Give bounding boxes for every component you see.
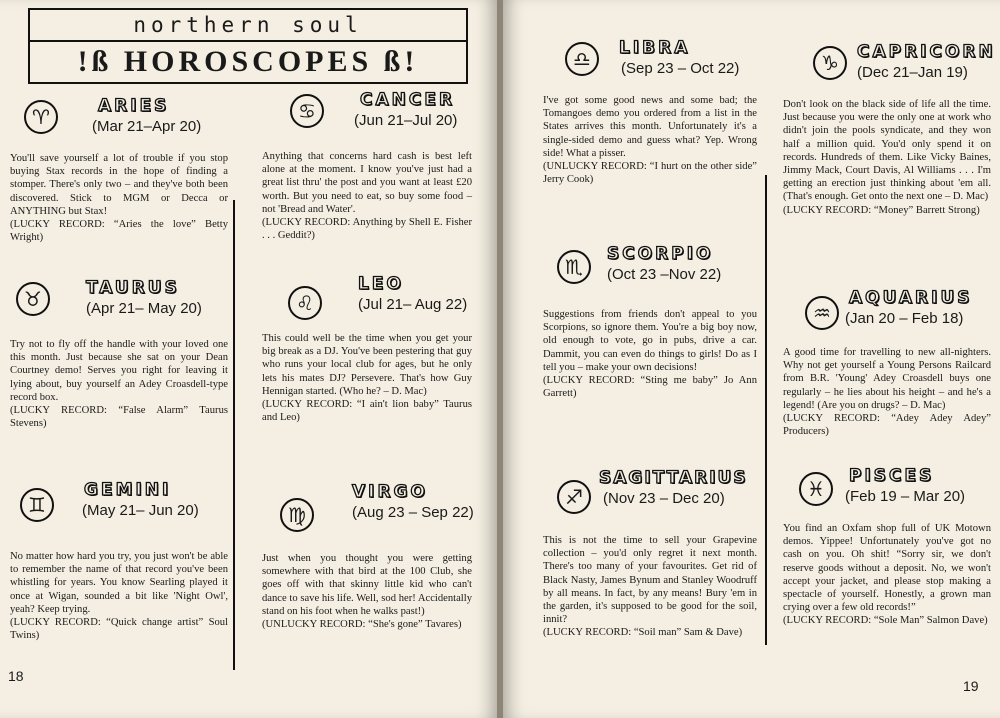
page-number: 19 <box>963 678 979 694</box>
sign-dates: (Aug 23 – Sep 22) <box>352 504 474 521</box>
sign-name: TAURUS <box>86 278 180 298</box>
horoscope-aries <box>10 98 228 268</box>
horoscope-text: Don't look on the black side of life all the time. Just because you were the only one at work who didn't join the pools syndicate, and they won half a million quid. You'd only spend it on records. Hundreds of them. Like Vicky Baines, Jimmy Mack, Court Davis, Al Williams . . . I'm getting an erection just thinking about 'em all. (That's enough. Get onto the next one – D. Mac) (LUCKY RECORD: “Money” Barrett Strong) <box>783 99 991 216</box>
header-top-title: northern soul <box>30 10 466 42</box>
horoscope-text: You'll save yourself a lot of trouble if you stop buying Stax records in the hope of finding a stomper. There's only two – and they've both been discovered. Stick to MGM or Decca or ANYTHING but Stax! (LUCKY RECORD: “Aries the love” Betty Wright) <box>10 153 228 244</box>
horoscope-text: I've got some good news and some bad; the Tomangoes demo you ordered from a list in the States arrives this month. Unfortunately it's a single-sided demo and guess what? Yep. Wrong side! What a pisser. (UNLUCKY RECORD: “I hurt on the other side” Jerry Cook) <box>543 95 757 186</box>
right-page <box>503 0 1000 718</box>
sign-name: GEMINI <box>84 480 172 500</box>
archer-icon: ♐ <box>557 480 591 514</box>
sign-dates: (Jan 20 – Feb 18) <box>845 310 964 327</box>
horoscope-gemini <box>10 482 228 682</box>
horoscope-libra <box>543 40 757 220</box>
sign-dates: (Apr 21– May 20) <box>86 300 202 317</box>
horoscope-scorpio <box>543 246 757 421</box>
horoscope-text: Suggestions from friends don't appeal to you Scorpions, so ignore them. You're a big boy now, old enough to vote, go in pubs, drive a car. Dammit, you can even do things to girls! Do as I tell you – make your own decisions! (LUCKY RECORD: “Sting me baby” Jo Ann Garrett) <box>543 309 757 400</box>
horoscope-cancer <box>262 92 472 262</box>
horoscope-pisces <box>783 468 991 683</box>
sign-dates: (May 21– Jun 20) <box>82 502 199 519</box>
horoscope-text: You find an Oxfam shop full of UK Motown demos. Yippee! Unfortunately you've got no cash on you. Oh shit! “Sorry sir, we don't reserve goods without a deposit. No, we won't accept your jacket, and please stop making a spectacle of yourself. Honestly, a grown man crying over a few old records!” (LUCKY RECORD: “Sole Man” Salmon Dave) <box>783 523 991 627</box>
horoscope-text: Just when you thought you were getting somewhere with that bird at the 100 Club, she goes off with that skinny little kid who can't dance to save his life. Well, sod her! Accidentally stand on his foot when he walks past!) (UNLUCKY RECORD: “She's gone” Tavares) <box>262 553 472 631</box>
crab-icon: ♋ <box>290 94 324 128</box>
horoscope-text: This is not the time to sell your Grapevine collection – you'd only regret it next month. There's too many of your favourites. Get rid of Black Nasty, James Bynum and Stanley Woodruff by all means. In fact, by any means! Bury 'em in the garden, it's supposed to be good for the soil, innit? (LUCKY RECORD: “Soil man” Sam & Dave) <box>543 535 757 639</box>
column-divider <box>233 200 235 670</box>
fish-icon: ♓ <box>799 472 833 506</box>
sign-name: CAPRICORN <box>857 42 996 62</box>
sign-name: LEO <box>358 274 404 294</box>
sign-dates: (Jun 21–Jul 20) <box>354 112 458 129</box>
horoscope-text: No matter how hard you try, you just won't be able to remember the name of that record you've been whistling for years. You know Searling played it once at Wigan, sounded a bit like 'Night Owl', yeah? Keep trying. (LUCKY RECORD: “Quick change artist” Soul Twins) <box>10 551 228 642</box>
horoscope-virgo <box>262 484 472 684</box>
horoscope-text: This could well be the time when you get your big break as a DJ. You've been pestering that guy who runs your local club for ages, but he only lets his mates DJ? Persevere. That's how Guy Hennigan started. (Who he? – D. Mac) (LUCKY RECORD: “I ain't lion baby” Taurus and Leo) <box>262 333 472 424</box>
sign-name: LIBRA <box>619 38 691 58</box>
horoscope-capricorn <box>783 42 996 274</box>
scorpion-icon: ♏ <box>557 250 591 284</box>
sign-dates: (Nov 23 – Dec 20) <box>603 490 725 507</box>
sign-name: SAGITTARIUS <box>599 468 748 488</box>
sign-dates: (Dec 21–Jan 19) <box>857 64 968 81</box>
sign-dates: (Sep 23 – Oct 22) <box>621 60 740 77</box>
scales-icon: ♎ <box>565 42 599 76</box>
horoscope-text: A good time for travelling to new all-nighters. Why not get yourself a Young Persons Railcard from B.R. 'Young' Adey Croasdell buys one regularly – he lies about his height – and he's a legend! (Are you on drugs? – D. Mac) (LUCKY RECORD: “Adey Adey Adey” Producers) <box>783 347 991 438</box>
sign-name: VIRGO <box>352 482 428 502</box>
sign-dates: (Oct 23 –Nov 22) <box>607 266 722 283</box>
sign-dates: (Jul 21– Aug 22) <box>358 296 468 313</box>
horoscope-taurus <box>10 280 228 460</box>
bull-icon: ♉ <box>16 282 50 316</box>
sign-name: AQUARIUS <box>849 288 973 308</box>
left-page <box>0 0 497 718</box>
page-title: !ß HOROSCOPES ß! <box>77 45 419 78</box>
water-bearer-icon: ♒ <box>805 296 839 330</box>
horoscope-leo <box>262 276 472 466</box>
twins-icon: ♊ <box>20 488 54 522</box>
page-number: 18 <box>8 668 24 684</box>
horoscope-text: Try not to fly off the handle with your loved one this month. Just because she sat on your Dean Courtney demo! Serves you right for leaving it lying about, buy yourself an Adey Croasdell-type record box. (LUCKY RECORD: “False Alarm” Taurus Stevens) <box>10 339 228 430</box>
horoscope-aquarius <box>783 290 991 460</box>
column-divider <box>765 175 767 645</box>
header-box <box>28 8 468 84</box>
sign-name: ARIES <box>98 96 170 116</box>
horoscope-text: Anything that concerns hard cash is best left alone at the moment. I know you've just had a great list thru' the post and you want at least £20 worth. But you need to eat, so buy some food – not 'Bread and Water'. (LUCKY RECORD: Anything by Shell E. Fisher . . . Geddit?) <box>262 151 472 242</box>
ram-icon: ♈ <box>24 100 58 134</box>
sign-name: PISCES <box>849 466 935 486</box>
sign-name: CANCER <box>360 90 456 110</box>
goat-icon: ♑ <box>813 46 847 80</box>
sign-dates: (Feb 19 – Mar 20) <box>845 488 966 505</box>
horoscope-sagittarius <box>543 470 757 680</box>
sign-dates: (Mar 21–Apr 20) <box>92 118 202 135</box>
lion-icon: ♌ <box>288 286 322 320</box>
sign-name: SCORPIO <box>607 244 714 264</box>
virgin-icon: ♍ <box>280 498 314 532</box>
